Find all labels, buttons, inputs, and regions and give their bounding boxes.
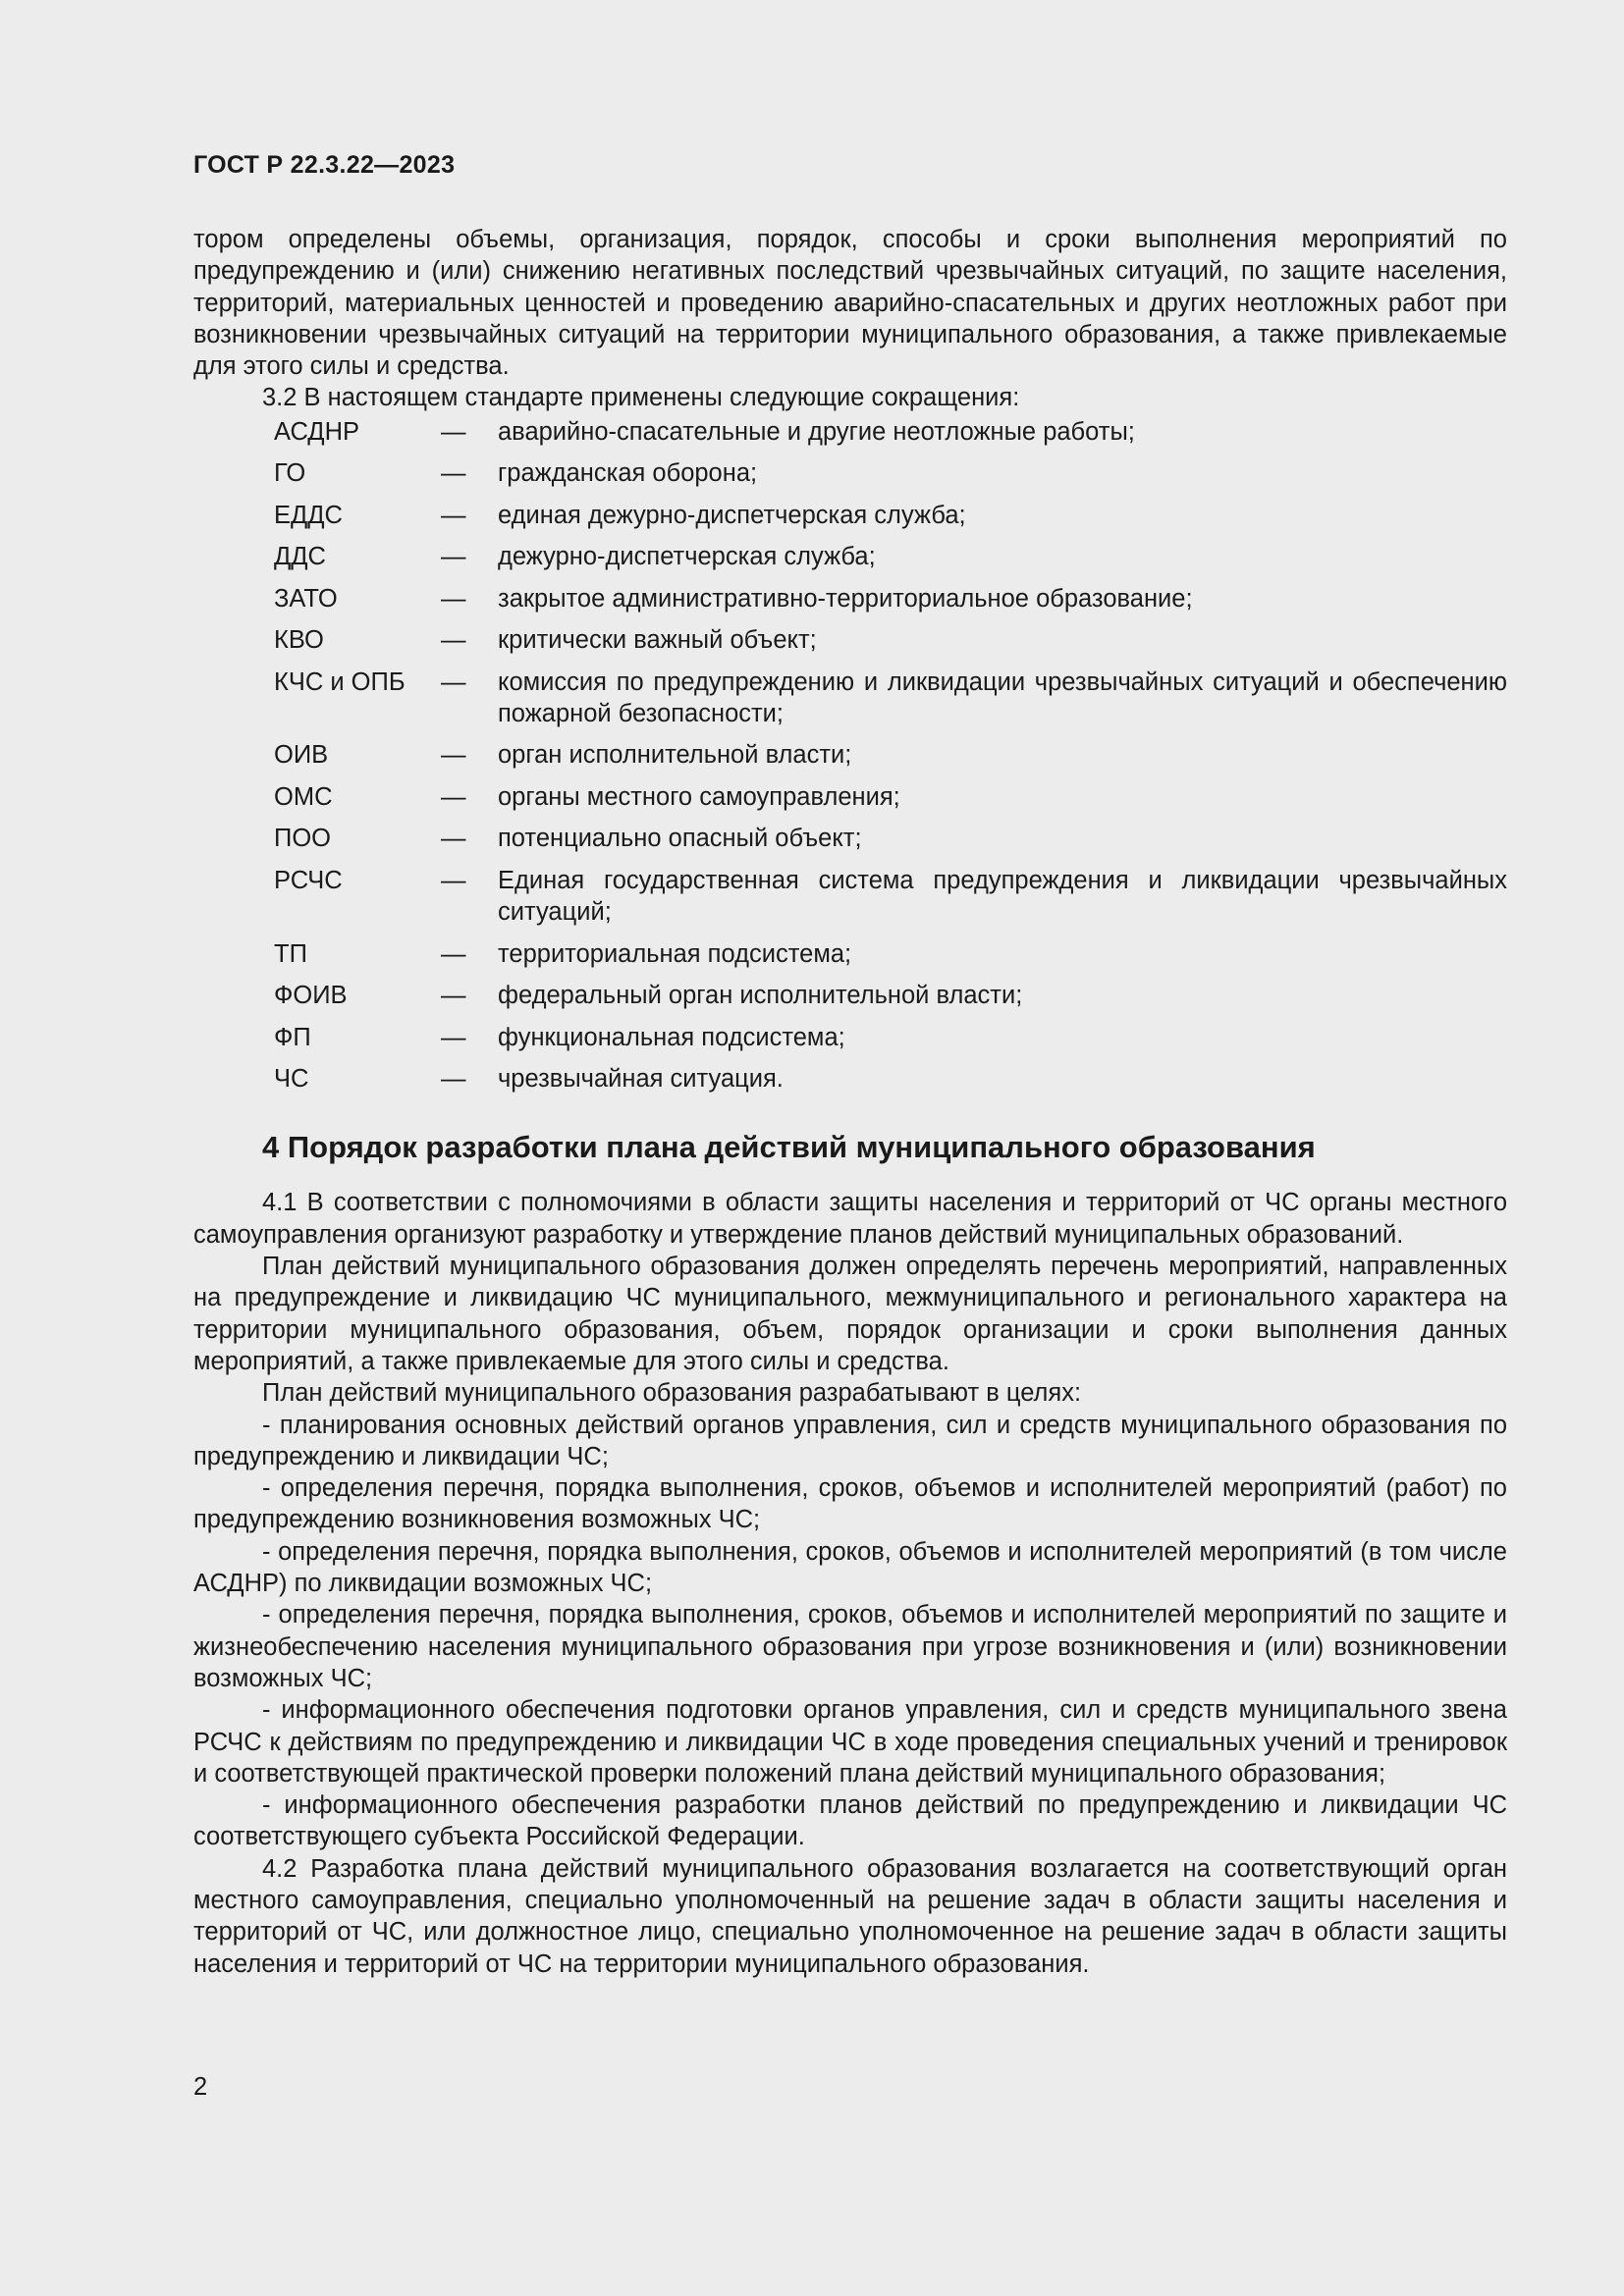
abbreviation-row bbox=[274, 416, 1507, 448]
list-item-goal: - определения перечня, порядка выполнения, сроков, объемов и исполнителей мероприятий по защите и жизнеобеспечению населения муниципального образования при угрозе возникновения и (или) возникновении возможных ЧС; bbox=[193, 1601, 1507, 1692]
abbreviation-term: КЧС и ОПБ bbox=[274, 667, 406, 696]
abbreviation-dash: — bbox=[441, 417, 466, 446]
abbreviation-dash: — bbox=[441, 982, 466, 1010]
abbreviations-list bbox=[274, 416, 1507, 1095]
list-item-goal: - информационного обеспечения подготовки органов управления, сил и средств муниципального звена РСЧС к действиям по предупреждению и ликвидации ЧС в ходе проведения специальных учений и тренировок и соответствующей практической проверки положений плана действий муниципального образования; bbox=[193, 1696, 1507, 1788]
paragraph-4-2: 4.2 Разработка плана действий муниципального образования возлагается на соответствующий орган местного самоуправления, специально уполномоченный на решение задач в области защиты населения и территорий от ЧС, или должностное лицо, специально уполномоченное на решение задач в области защиты населения и территорий от ЧС на территории муниципального образования. bbox=[193, 1854, 1507, 1978]
abbreviation-dash: — bbox=[441, 667, 466, 696]
paragraph-plan-scope: План действий муниципального образования должен определять перечень мероприятий, направленных на предупреждение и ликвидацию ЧС муниципального, межмуниципального и регионального характера на территории муниципального образования, объем, порядок организации и сроки выполнения данных мероприятий, а также привлекаемые для этого силы и средства. bbox=[193, 1253, 1507, 1375]
abbreviation-dash: — bbox=[441, 1065, 466, 1094]
abbreviation-dash: — bbox=[441, 866, 466, 894]
abbreviation-definition: орган исполнительной власти; bbox=[498, 741, 852, 770]
abbreviation-definition: функциональная подсистема; bbox=[498, 1023, 845, 1051]
abbreviation-definition: комиссия по предупреждению и ликвидации чрезвычайных ситуаций и обеспечению пожарной безопасности; bbox=[498, 667, 1507, 727]
abbreviation-row bbox=[274, 823, 1507, 854]
abbreviation-term: ОИВ bbox=[274, 741, 329, 770]
page-number: 2 bbox=[193, 2073, 208, 2101]
abbreviation-term: ЗАТО bbox=[274, 584, 338, 613]
abbreviation-row bbox=[274, 938, 1507, 970]
abbreviation-term: КВО bbox=[274, 626, 324, 655]
abbreviation-row bbox=[274, 500, 1507, 531]
abbreviation-row bbox=[274, 667, 1507, 730]
abbreviation-dash: — bbox=[441, 741, 466, 770]
abbreviation-dash: — bbox=[441, 584, 466, 613]
abbreviation-row bbox=[274, 457, 1507, 489]
abbreviation-term: ФОИВ bbox=[274, 982, 348, 1010]
paragraph-plan-goals-intro: План действий муниципального образования разрабатывают в целях: bbox=[262, 1379, 1082, 1408]
abbreviation-dash: — bbox=[441, 501, 466, 529]
abbreviation-definition: гражданская оборона; bbox=[498, 459, 758, 488]
abbreviation-definition: чрезвычайная ситуация. bbox=[498, 1065, 784, 1094]
abbreviation-row bbox=[274, 865, 1507, 929]
abbreviation-row bbox=[274, 624, 1507, 656]
abbreviation-term: АСДНР bbox=[274, 417, 359, 446]
abbreviation-row bbox=[274, 541, 1507, 572]
page-content bbox=[193, 224, 1507, 1980]
section-4-title: 4 Порядок разработки плана действий муниципального образования bbox=[262, 1130, 1316, 1165]
abbreviation-definition: федеральный орган исполнительной власти; bbox=[498, 982, 1023, 1010]
abbreviation-row bbox=[274, 980, 1507, 1011]
abbreviation-row bbox=[274, 583, 1507, 614]
abbreviation-definition: потенциально опасный объект; bbox=[498, 825, 862, 853]
abbreviation-row bbox=[274, 1063, 1507, 1095]
abbreviation-definition: аварийно-спасательные и другие неотложные работы; bbox=[498, 417, 1135, 446]
abbreviation-dash: — bbox=[441, 459, 466, 488]
abbreviation-dash: — bbox=[441, 1023, 466, 1051]
abbreviation-term: РСЧС bbox=[274, 866, 343, 894]
abbreviation-row bbox=[274, 739, 1507, 771]
abbreviation-term: ДДС bbox=[274, 543, 326, 571]
abbreviation-definition: дежурно-диспетчерская служба; bbox=[498, 543, 876, 571]
abbreviation-dash: — bbox=[441, 825, 466, 853]
abbreviation-definition: единая дежурно-диспетчерская служба; bbox=[498, 501, 966, 529]
intro-paragraph: тором определены объемы, организация, порядок, способы и сроки выполнения мероприятий по предупреждению и (или) снижению негативных последствий чрезвычайных ситуаций, по защите населения, территорий, материальных ценностей и проведению аварийно-спасательных и других неотложных работ при возникновении чрезвычайных ситуаций на территории муниципального образования, а также привлекаемые для этого силы и средства. bbox=[193, 226, 1507, 381]
paragraph-4-1: 4.1 В соответствии с полномочиями в области защиты населения и территорий от ЧС органы местного самоуправления организуют разработку и утверждение планов действий муниципальных образований. bbox=[193, 1189, 1507, 1249]
abbreviation-term: ФП bbox=[274, 1023, 311, 1051]
abbreviation-term: ОМС bbox=[274, 782, 333, 811]
abbreviation-row bbox=[274, 1022, 1507, 1053]
abbreviation-term: ЧС bbox=[274, 1065, 309, 1094]
abbreviation-term: ЕДДС bbox=[274, 501, 343, 529]
abbreviation-definition: критически важный объект; bbox=[498, 626, 817, 655]
abbreviation-term: ГО bbox=[274, 459, 306, 488]
abbreviation-dash: — bbox=[441, 782, 466, 811]
abbreviations-intro: 3.2 В настоящем стандарте применены следующие сокращения: bbox=[262, 384, 1020, 412]
list-item-goal: - определения перечня, порядка выполнения, сроков, объемов и исполнителей мероприятий (в том числе АСДНР) по ликвидации возможных ЧС; bbox=[193, 1537, 1507, 1598]
document-code-header: ГОСТ Р 22.3.22—2023 bbox=[193, 151, 456, 179]
abbreviation-definition: органы местного самоуправления; bbox=[498, 782, 900, 811]
list-item-goal: - планирования основных действий органов управления, сил и средств муниципального образования по предупреждению и ликвидации ЧС; bbox=[193, 1411, 1507, 1470]
abbreviation-definition: территориальная подсистема; bbox=[498, 939, 852, 968]
list-item-goal: - информационного обеспечения разработки планов действий по предупреждению и ликвидации ЧС соответствующего субъекта Российской Федерации. bbox=[193, 1791, 1507, 1851]
abbreviation-dash: — bbox=[441, 939, 466, 968]
abbreviation-definition: Единая государственная система предупреждения и ликвидации чрезвычайных ситуаций; bbox=[498, 866, 1507, 927]
abbreviation-term: ТП bbox=[274, 939, 307, 968]
abbreviation-term: ПОО bbox=[274, 825, 331, 853]
abbreviation-row bbox=[274, 781, 1507, 813]
list-item-goal: - определения перечня, порядка выполнения, сроков, объемов и исполнителей мероприятий (работ) по предупреждению возникновения возможных ЧС; bbox=[193, 1474, 1507, 1534]
abbreviation-dash: — bbox=[441, 543, 466, 571]
abbreviation-dash: — bbox=[441, 626, 466, 655]
abbreviation-definition: закрытое административно-территориальное образование; bbox=[498, 584, 1193, 613]
